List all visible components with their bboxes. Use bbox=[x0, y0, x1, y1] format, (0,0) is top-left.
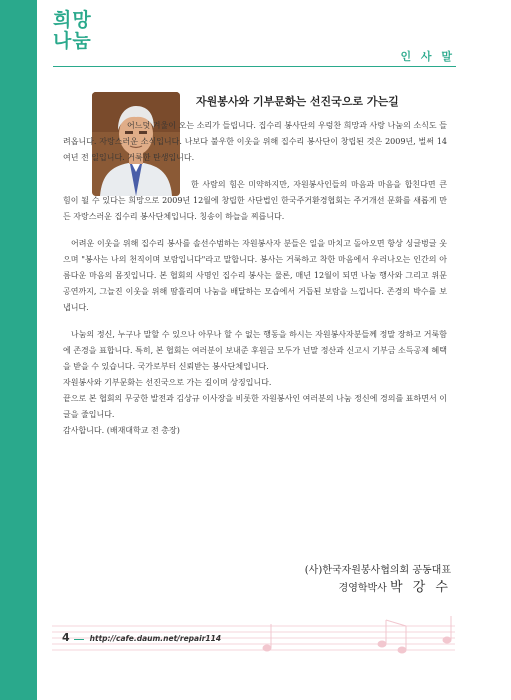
paragraph-7: 감사합니다. (배재대학교 전 총장) bbox=[63, 426, 180, 435]
paragraph-2: 한 사람의 힘은 미약하지만, 자원봉사인들의 마음과 마음을 합친다면 큰 힘이 될 수 있다는 희망으로 2009년 12월에 창립한 사단법인 한국주거환경협회는 주거개선 문화를 새롭게 만든 자랑스러운 집수리 봉사단체입니다. 칭송이 하늘을 찌릅니다. bbox=[63, 180, 447, 221]
side-color-bar bbox=[0, 0, 37, 700]
signature-title: 경영학박사 bbox=[338, 583, 387, 594]
paragraph-1: 어느덧 겨울이 오는 소리가 들립니다. 집수리 봉사단의 우렁찬 희망과 사랑 나눔의 소식도 들려옵니다. 자랑스러운 소식입니다. 나보다 불우한 이웃을 위해 집수리 봉사단이 창립된 것은 2009년, 벌써 14여년 전 일입니다. 거룩한 탄생입니다. bbox=[63, 121, 447, 162]
headline: 자원봉사와 기부문화는 선진국으로 가는길 bbox=[196, 95, 399, 108]
paragraph-3: 어려운 이웃을 위해 집수리 봉사를 솔선수범하는 자원봉사자 분들은 일을 마치고 돌아오면 항상 싱글벙글 웃으며 "봉사는 나의 천직이며 보람입니다"라고 말합니다. 봉사는 거룩하고 착한 마음에서 우러나오는 인간의 아름다운 마음의 몸짓입니다. 본 협회의 사명인 집수리 봉사는 물론, 매년 12월이 되면 나눔 행사와 그리고 위문공연까지, 그늘진 이웃을 위해 땀흘리며 나눔을 배달하는 모습에서 거듭된 보람을 느낍니다. 존경의 박수를 보냅니다. bbox=[63, 239, 447, 312]
header-rule bbox=[53, 66, 456, 67]
signature-block bbox=[305, 562, 451, 597]
section-label: 인 사 말 bbox=[400, 50, 455, 63]
brand-line-1: 희망 bbox=[53, 9, 92, 31]
paragraph-4: 나눔의 정신, 누구나 말할 수 있으나 아무나 할 수 없는 행동을 하시는 자원봉사자분들께 정말 장하고 거룩함에 존경을 표합니다. 특히, 본 협회는 여러분이 보내준 후원금 모두가 넌말 정산과 신고시 기부금 소득공제 혜택을 받을 수 있습니다. 국가로부터 신뢰받는 봉사단체입니다. bbox=[63, 330, 447, 371]
signature-title-name bbox=[305, 579, 451, 597]
signature-name: 박 강 수 bbox=[390, 580, 451, 595]
paragraph-6: 끝으로 본 협회의 무궁한 발전과 김상규 이사장을 비롯한 자원봉사인 여러분의 나눔 정신에 경의를 표하면서 이글을 줄입니다. bbox=[63, 394, 447, 419]
page-number: 4 bbox=[62, 631, 70, 644]
signature-org: (사)한국자원봉사협의회 공동대표 bbox=[304, 565, 451, 576]
brand-line-2: 나눔 bbox=[53, 30, 92, 52]
footer bbox=[62, 631, 221, 644]
footer-dash bbox=[74, 639, 84, 640]
brand-title bbox=[53, 10, 92, 52]
paragraph-5: 자원봉사와 기부문화는 선진국으로 가는 길이며 상징입니다. bbox=[63, 378, 272, 387]
footer-url[interactable]: http://cafe.daum.net/repair114 bbox=[89, 634, 222, 643]
letter-body bbox=[63, 118, 447, 439]
